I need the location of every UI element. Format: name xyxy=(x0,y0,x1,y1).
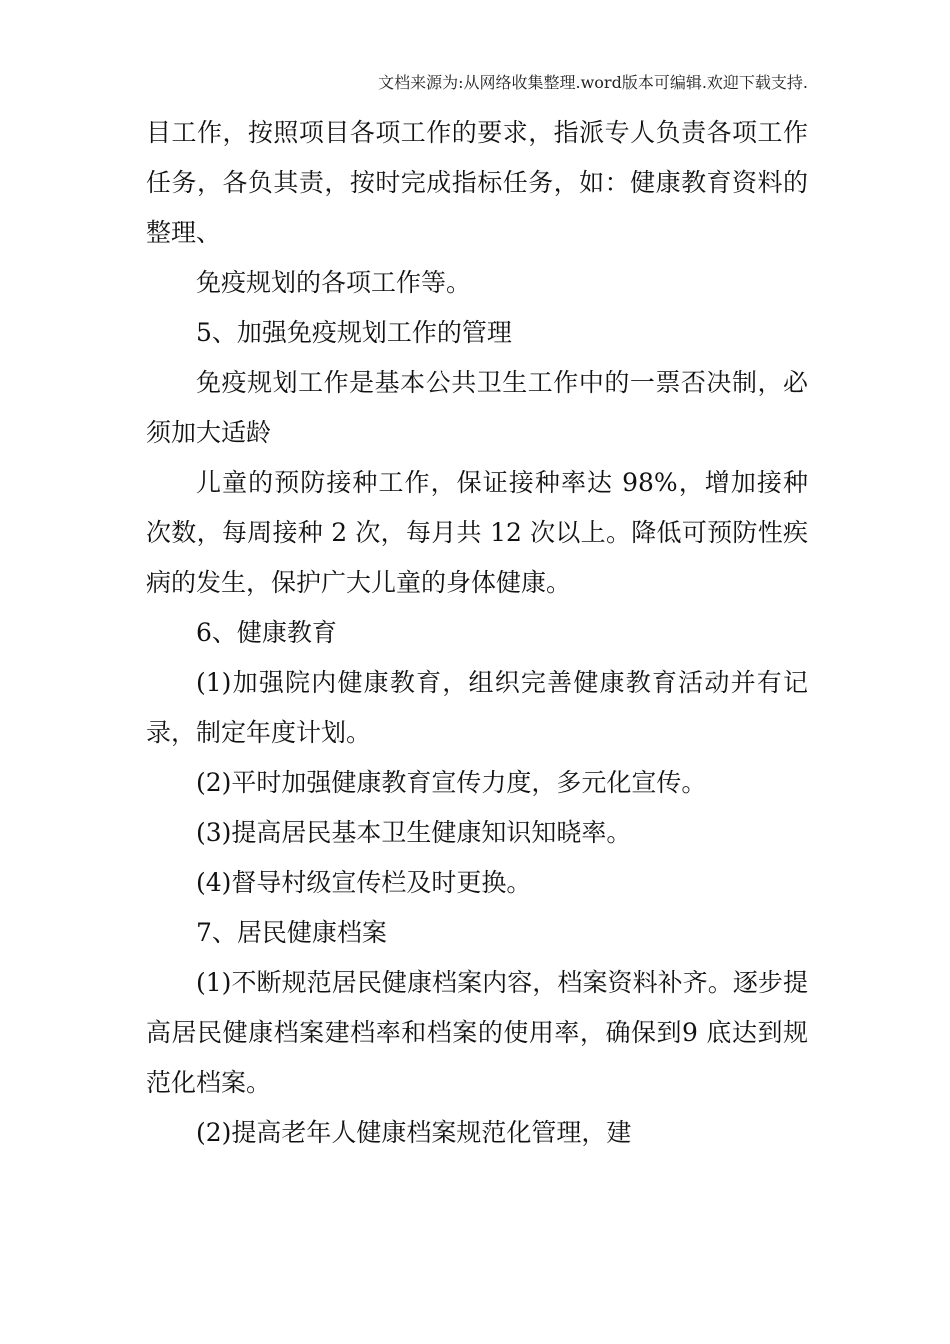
section-heading: 7、居民健康档案 xyxy=(196,918,387,947)
list-item: (1)不断规范居民健康档案内容，档案资料补齐。逐步提高居民健康档案建档率和档案的使用率，确保到9 底达到规范化档案。 xyxy=(146,968,808,1097)
list-item: (2)提高老年人健康档案规范化管理，建 xyxy=(196,1118,632,1147)
list-item: (3)提高居民基本卫生健康知识知晓率。 xyxy=(196,818,632,847)
list-item: (1)加强院内健康教育，组织完善健康教育活动并有记录，制定年度计划。 xyxy=(146,668,808,747)
paragraph: 免疫规划工作是基本公共卫生工作中的一票否决制，必须加大适龄 xyxy=(146,368,808,447)
source-note: 文档来源为:从网络收集整理.word版本可编辑.欢迎下载支持. xyxy=(378,73,808,92)
list-item: (2)平时加强健康教育宣传力度，多元化宣传。 xyxy=(196,768,707,797)
list-item: (4)督导村级宣传栏及时更换。 xyxy=(196,868,532,897)
paragraph: 儿童的预防接种工作，保证接种率达 98%，增加接种次数，每周接种 2 次，每月共 12 次以上。降低可预防性疾病的发生，保护广大儿童的身体健康。 xyxy=(146,468,808,597)
section-heading: 5、加强免疫规划工作的管理 xyxy=(196,318,512,347)
paragraph: 目工作，按照项目各项工作的要求，指派专人负责各项工作任务，各负其责，按时完成指标任务，如：健康教育资料的整理、 xyxy=(146,118,808,247)
document-body xyxy=(146,108,808,1158)
paragraph: 免疫规划的各项工作等。 xyxy=(196,268,472,297)
section-heading: 6、健康教育 xyxy=(196,618,337,647)
